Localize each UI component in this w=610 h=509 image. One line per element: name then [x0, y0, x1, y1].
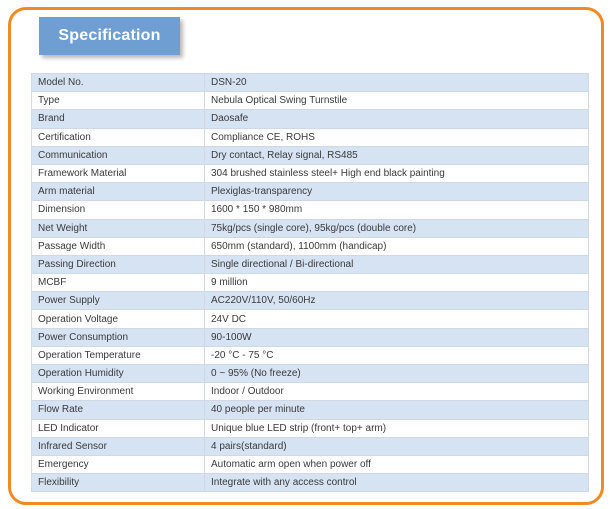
spec-label: LED Indicator	[32, 419, 205, 437]
spec-row	[32, 346, 589, 364]
spec-value: Plexiglas-transparency	[205, 183, 589, 201]
spec-table-body	[32, 74, 589, 492]
spec-value: Indoor / Outdoor	[205, 383, 589, 401]
spec-value: Daosafe	[205, 110, 589, 128]
spec-row	[32, 474, 589, 492]
spec-label: Emergency	[32, 455, 205, 473]
spec-label: Framework Material	[32, 164, 205, 182]
spec-label: Flow Rate	[32, 401, 205, 419]
spec-value: Compliance CE, ROHS	[205, 128, 589, 146]
spec-row	[32, 128, 589, 146]
spec-row	[32, 146, 589, 164]
spec-label: Working Environment	[32, 383, 205, 401]
spec-row	[32, 365, 589, 383]
spec-value: Nebula Optical Swing Turnstile	[205, 92, 589, 110]
spec-value: Automatic arm open when power off	[205, 455, 589, 473]
spec-label: Passage Width	[32, 237, 205, 255]
spec-row	[32, 383, 589, 401]
spec-label: Net Weight	[32, 219, 205, 237]
spec-label: Type	[32, 92, 205, 110]
spec-value: 24V DC	[205, 310, 589, 328]
spec-row	[32, 328, 589, 346]
spec-value: 9 million	[205, 274, 589, 292]
spec-label: Power Supply	[32, 292, 205, 310]
spec-row	[32, 183, 589, 201]
spec-label: Operation Temperature	[32, 346, 205, 364]
spec-value: 90-100W	[205, 328, 589, 346]
spec-label: Arm material	[32, 183, 205, 201]
spec-value: 0 ~ 95% (No freeze)	[205, 365, 589, 383]
spec-label: Operation Voltage	[32, 310, 205, 328]
spec-row	[32, 237, 589, 255]
spec-label: Dimension	[32, 201, 205, 219]
spec-value: DSN-20	[205, 74, 589, 92]
spec-value: 40 people per minute	[205, 401, 589, 419]
spec-row	[32, 219, 589, 237]
spec-value: 1600 * 150 * 980mm	[205, 201, 589, 219]
spec-label: Certification	[32, 128, 205, 146]
spec-label: Brand	[32, 110, 205, 128]
spec-value: Integrate with any access control	[205, 474, 589, 492]
spec-row	[32, 110, 589, 128]
spec-row	[32, 164, 589, 182]
spec-row	[32, 455, 589, 473]
spec-row	[32, 437, 589, 455]
spec-row	[32, 92, 589, 110]
spec-value: Unique blue LED strip (front+ top+ arm)	[205, 419, 589, 437]
spec-row	[32, 292, 589, 310]
spec-row	[32, 401, 589, 419]
spec-value: -20 °C - 75 °C	[205, 346, 589, 364]
spec-value: 75kg/pcs (single core), 95kg/pcs (double core)	[205, 219, 589, 237]
spec-row	[32, 74, 589, 92]
section-heading: Specification	[39, 17, 180, 55]
spec-value: Single directional / Bi-directional	[205, 255, 589, 273]
spec-label: MCBF	[32, 274, 205, 292]
spec-label: Flexibility	[32, 474, 205, 492]
spec-label: Power Consumption	[32, 328, 205, 346]
spec-table	[31, 73, 589, 492]
spec-row	[32, 310, 589, 328]
spec-row	[32, 255, 589, 273]
spec-row	[32, 274, 589, 292]
spec-value: 4 pairs(standard)	[205, 437, 589, 455]
spec-label: Operation Humidity	[32, 365, 205, 383]
spec-value: Dry contact, Relay signal, RS485	[205, 146, 589, 164]
spec-label: Infrared Sensor	[32, 437, 205, 455]
spec-label: Passing Direction	[32, 255, 205, 273]
spec-label: Communication	[32, 146, 205, 164]
spec-value: AC220V/110V, 50/60Hz	[205, 292, 589, 310]
spec-row	[32, 201, 589, 219]
spec-row	[32, 419, 589, 437]
spec-value: 304 brushed stainless steel+ High end black painting	[205, 164, 589, 182]
spec-value: 650mm (standard), 1100mm (handicap)	[205, 237, 589, 255]
spec-label: Model No.	[32, 74, 205, 92]
